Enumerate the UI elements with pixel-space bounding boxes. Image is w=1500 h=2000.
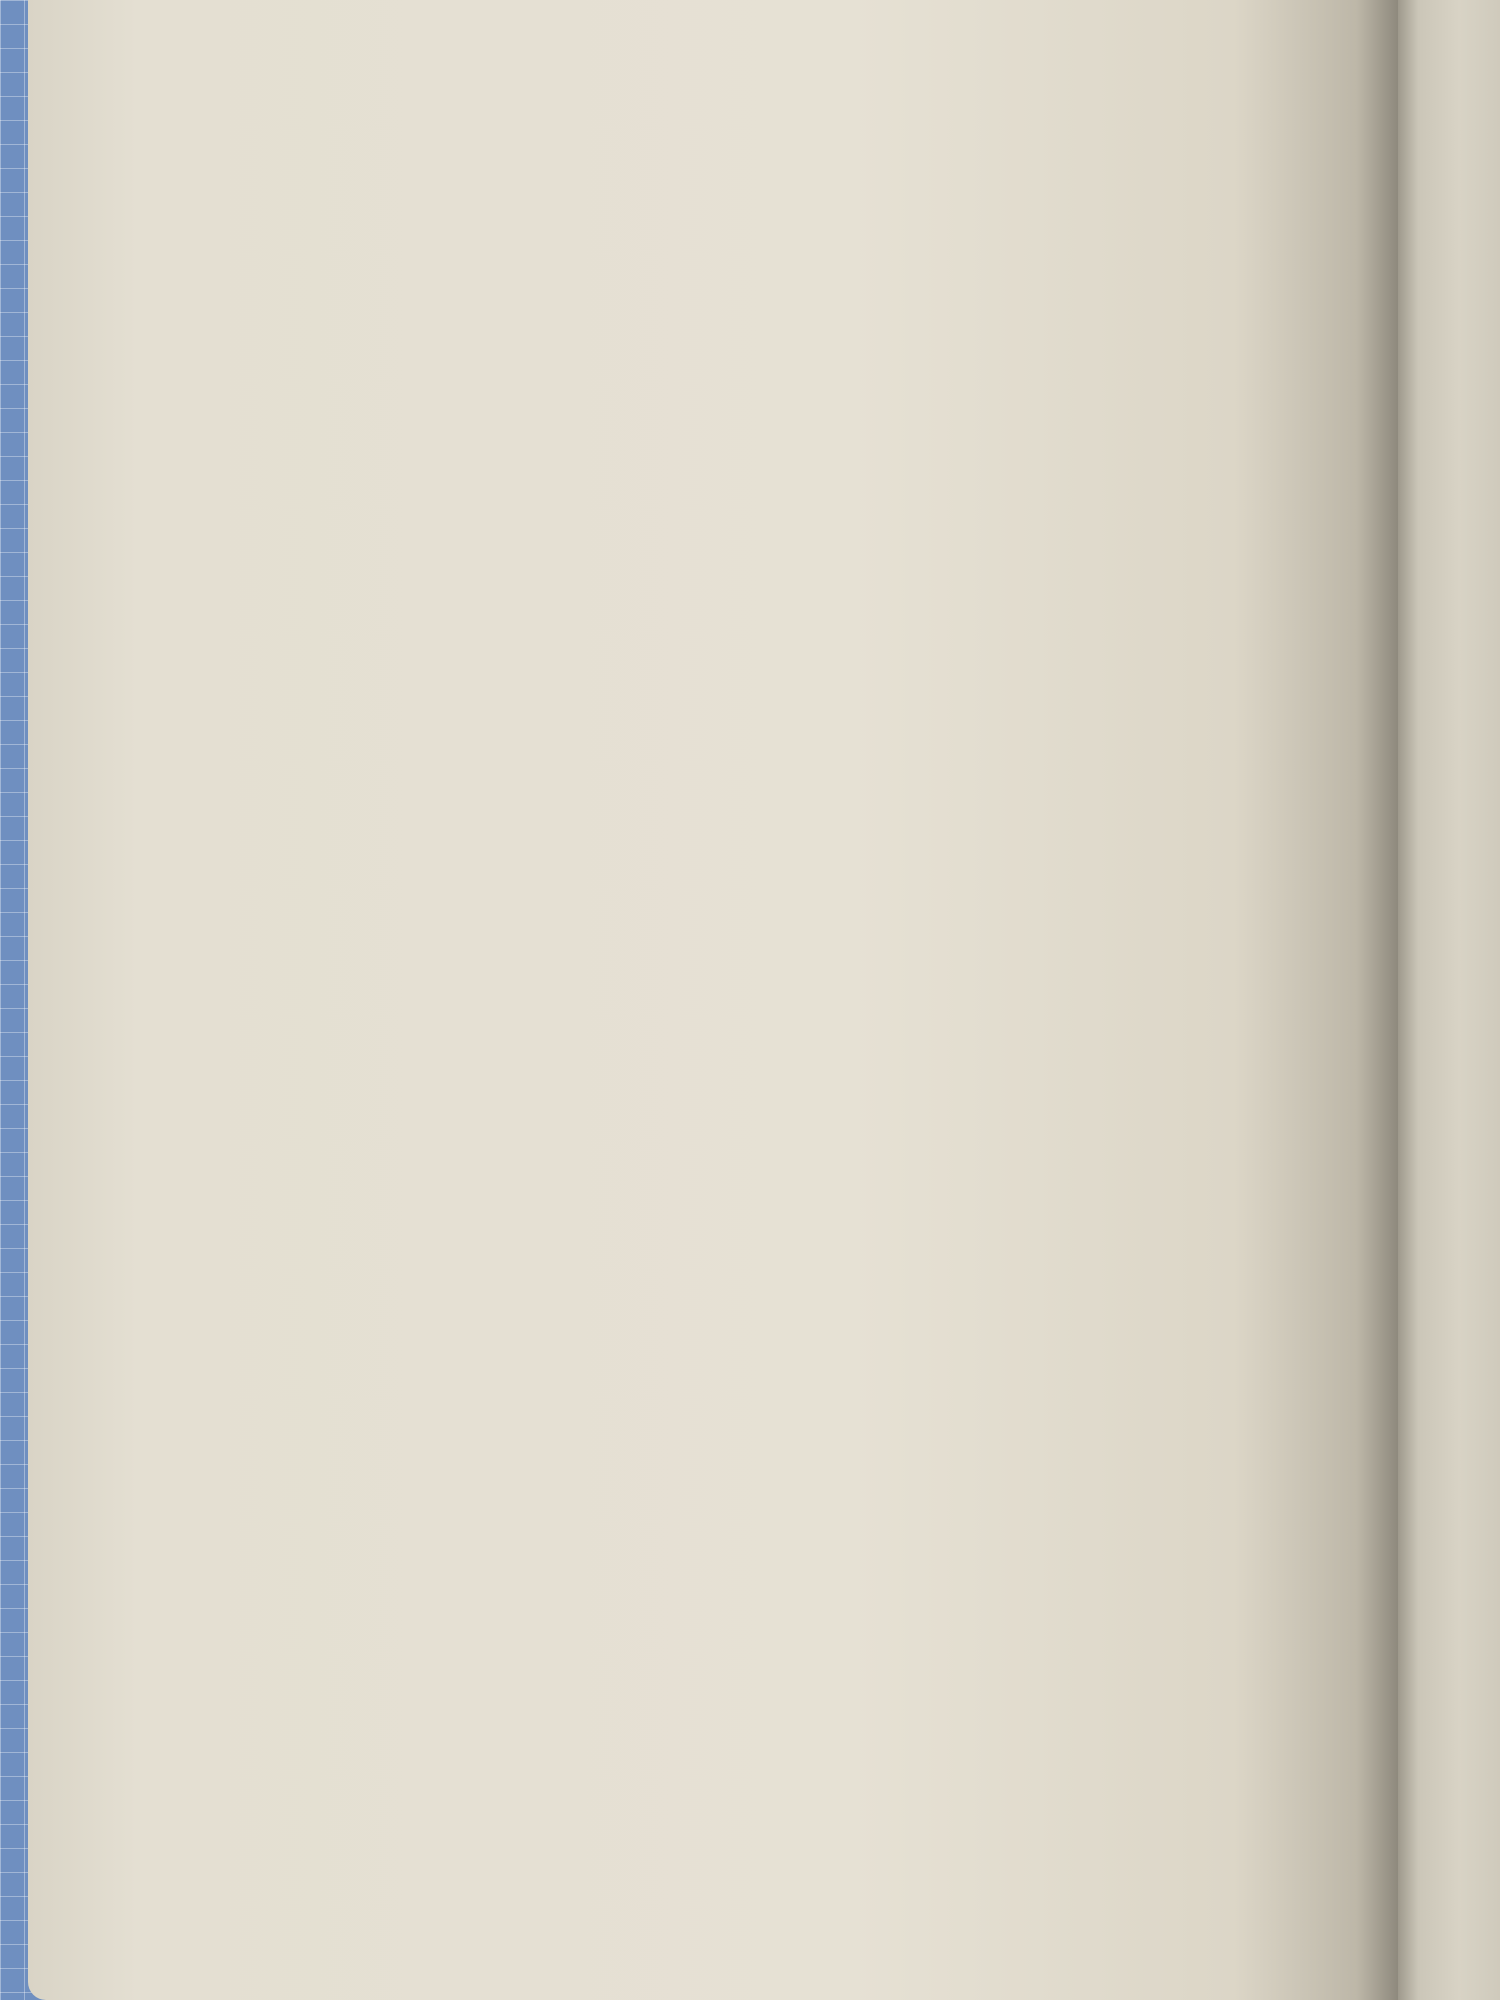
table-of-contents [206,40,1396,55]
adjacent-page-edge [1398,0,1500,2000]
book-page [28,0,1398,2000]
